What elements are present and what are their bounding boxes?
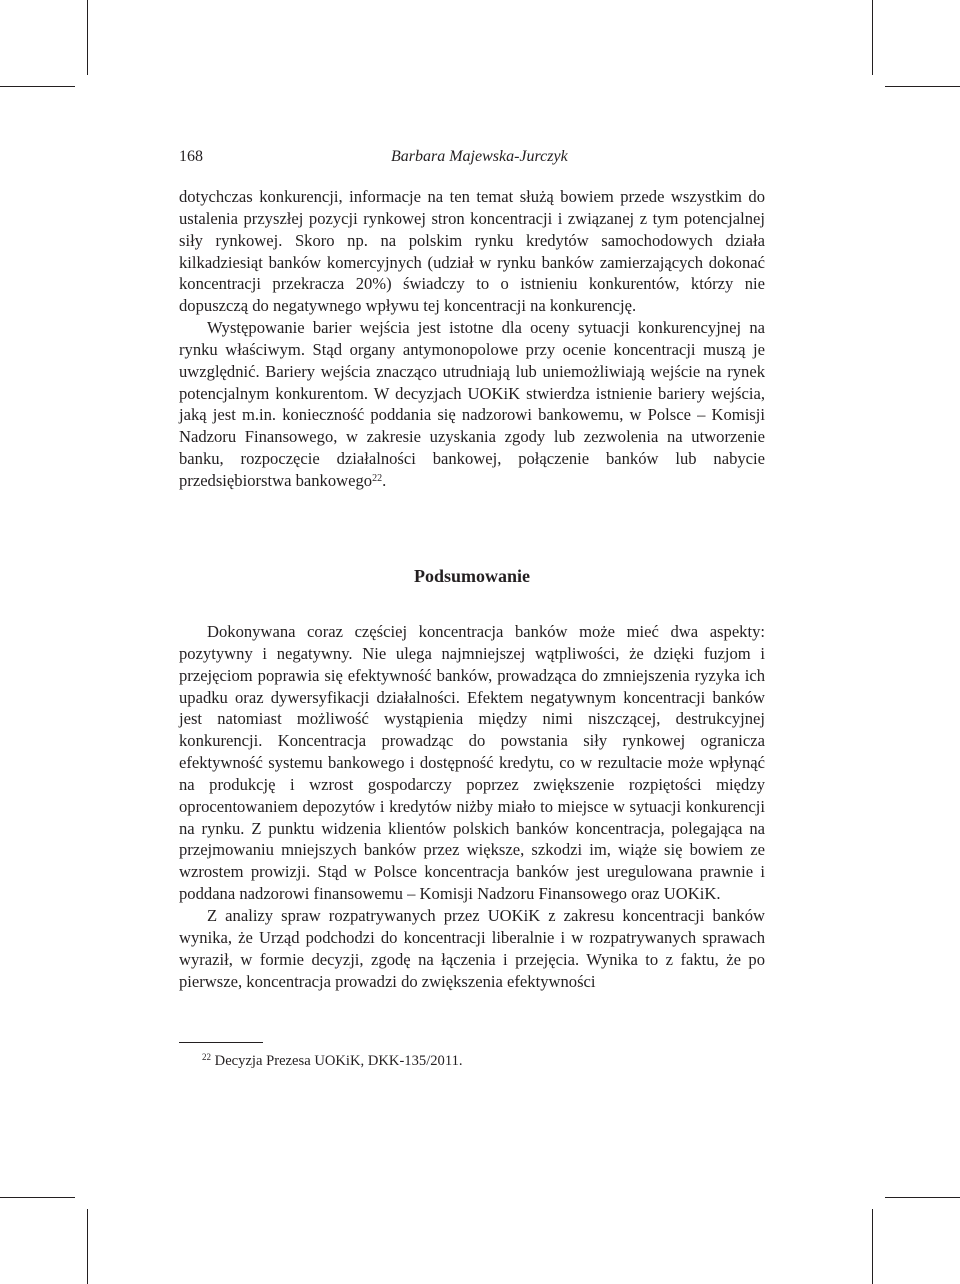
paragraph bbox=[179, 317, 765, 492]
paragraph: Z analizy spraw rozpatrywanych przez UOKiK z zakresu koncentracji banków wynika, że Urząd podchodzi do koncentracji liberalnie i w rozpatrywanych sprawach wyraził, w formie decyzji, zgodę na łączenia i przejęcia. Wynika to z faktu, że po pierwsze, koncentracja prowadzi do zwiększenia efektywności bbox=[179, 905, 765, 991]
footnote-divider bbox=[179, 1042, 263, 1043]
footnote-text: Decyzja Prezesa UOKiK, DKK-135/2011. bbox=[214, 1053, 463, 1069]
crop-mark-bottom-right bbox=[872, 1209, 873, 1284]
footnote bbox=[202, 1052, 765, 1070]
footnote-reference: 22 bbox=[372, 472, 383, 484]
paragraph-end: . bbox=[382, 470, 387, 490]
crop-mark-left-lower bbox=[0, 1197, 75, 1198]
paragraph-text: Występowanie barier wejścia jest istotne dla oceny sytuacji konkurencyjnej na rynku właściwym. Stąd organy antymonopolowe przy ocenie koncentracji muszą je uwzględnić. Bariery wejścia znacząco utrudniają lub uniemożliwiają wejście na rynek potencjalnym konkurentom. W decyzjach UOKiK stwierdza istnienie bariery wejścia, jaką jest m.in. konieczność poddania się nadzorowi bankowemu, w Polsce – Komisji Nadzoru Finansowego, w zakresie uzyskania zgody lub zezwolenia na utworzenie banku, rozpoczęcie działalności bankowej, połączenie banków lub nabycie przedsiębiorstwa bankowego bbox=[179, 318, 765, 490]
crop-mark-top-right bbox=[872, 0, 873, 75]
crop-mark-bottom-left bbox=[87, 1209, 88, 1284]
running-head-author: Barbara Majewska-Jurczyk bbox=[391, 148, 568, 165]
body-text-top bbox=[179, 186, 765, 492]
crop-mark-right-lower bbox=[885, 1197, 960, 1198]
section-heading: Podsumowanie bbox=[413, 566, 530, 586]
crop-mark-right-upper bbox=[885, 86, 960, 87]
footnote-mark: 22 bbox=[202, 1052, 211, 1062]
page-number: 168 bbox=[179, 148, 203, 165]
crop-mark-top-left bbox=[87, 0, 88, 75]
paragraph: Dokonywana coraz częściej koncentracja banków może mieć dwa aspekty: pozytywny i negatywny. Nie ulega najmniejszej wątpliwości, że dzięki fuzjom i przejęciom poprawia się efektywność banków, prowadząca do zmniejszenia ryzyka ich upadku oraz dywersyfikacji działalności. Efektem negatywnym koncentracji banków jest natomiast możliwość wystąpienia między nimi niszczącej, destrukcyjnej konkurencji. Koncentracja prowadząc do powstania siły rynkowej ogranicza efektywność systemu bankowego i dostępność kredytu, co w rezultacie może wpłynąć na produkcję i wzrost gospodarczy poprzez zwiększenie rozpiętości między oprocentowaniem depozytów i kredytów niżby miało to miejsce w sytuacji konkurencji na rynku. Z punktu widzenia klientów polskich banków koncentracja, polegająca na przejmowaniu mniejszych banków przez większe, szkodzi im, wiąże się bowiem ze wzrostem prowizji. Stąd w Polsce koncentracja banków jest uregulowana prawnie i poddana nadzorowi finansowemu – Komisji Nadzoru Finansowego oraz UOKiK. bbox=[179, 622, 765, 904]
crop-mark-left-upper bbox=[0, 86, 75, 87]
running-head bbox=[179, 148, 765, 170]
paragraph: dotychczas konkurencji, informacje na ten temat służą bowiem przede wszystkim do ustalenia przyszłej pozycji rynkowej stron koncentracji i związanej z tym potencjalnej siły rynkowej. Skoro np. na polskim rynku kredytów samochodowych działa kilkadziesiąt banków komercyjnych (udział w rynku banków zamierzających dokonać koncentracji przekracza 20%) świadczy to o istnieniu konkurentów, którzy nie dopuszczą do negatywnego wpływu tej koncentracji na konkurencję. bbox=[179, 187, 765, 316]
body-text-section bbox=[179, 621, 765, 992]
